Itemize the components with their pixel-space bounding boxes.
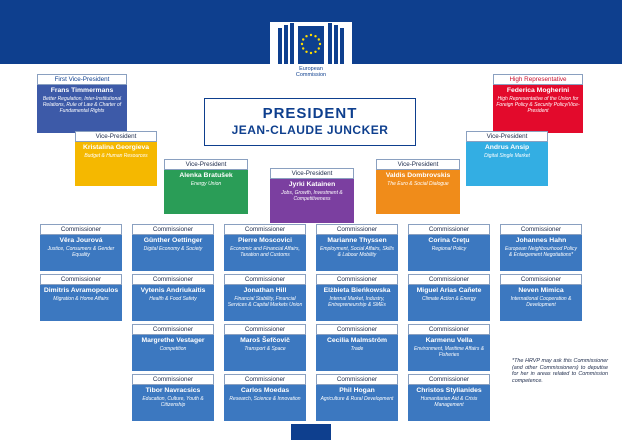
commissioner-name: Karmenu Vella bbox=[425, 337, 473, 344]
commissioner-name: Günther Oettinger bbox=[143, 237, 203, 244]
commissioner-box bbox=[40, 224, 122, 271]
leader-name: Valdis Dombrovskis bbox=[385, 172, 451, 179]
commissioner-title: Commissioner bbox=[40, 274, 122, 285]
commissioner-portfolio: Justice, Consumers & Gender Equality bbox=[47, 246, 115, 258]
commissioner-name: Neven Mimica bbox=[518, 287, 564, 294]
commissioner-title: Commissioner bbox=[40, 224, 122, 235]
president-box bbox=[204, 98, 416, 146]
leader-timmermans-box bbox=[37, 74, 127, 133]
commissioner-name: Corina Creţu bbox=[428, 237, 470, 244]
leader-title: Vice-President bbox=[164, 159, 248, 170]
commissioner-box bbox=[132, 324, 214, 371]
commissioner-body bbox=[132, 385, 214, 421]
commissioner-title: Commissioner bbox=[408, 374, 490, 385]
commissioner-title: Commissioner bbox=[408, 274, 490, 285]
leader-mogherini-box bbox=[493, 74, 583, 133]
leader-title: Vice-President bbox=[466, 131, 548, 142]
commissioner-portfolio: Humanitarian Aid & Crisis Management bbox=[420, 396, 478, 408]
commissioner-portfolio: Research, Science & Innovation bbox=[229, 396, 301, 402]
commissioner-title: Commissioner bbox=[132, 224, 214, 235]
commissioner-body bbox=[408, 385, 490, 421]
leader-portfolio: Better Regulation, Inter-Institutional Relations, Rule of Law & Charter of Fundamental Rights bbox=[42, 96, 122, 114]
leader-katainen-box bbox=[270, 168, 354, 223]
commissioner-body bbox=[132, 335, 214, 371]
commissioner-name: Dimitris Avramopoulos bbox=[43, 287, 119, 294]
commissioner-box bbox=[132, 374, 214, 421]
commissioner-box bbox=[316, 374, 398, 421]
commissioner-name: Elżbieta Bieńkowska bbox=[323, 287, 391, 294]
commissioner-box bbox=[316, 224, 398, 271]
leader-ansip-box bbox=[466, 131, 548, 186]
leader-title: Vice-President bbox=[270, 168, 354, 179]
commissioner-body bbox=[316, 335, 398, 371]
commissioner-name: Johannes Hahn bbox=[515, 237, 567, 244]
leader-portfolio: Budget & Human Resources bbox=[84, 153, 148, 159]
commissioner-body bbox=[500, 285, 582, 321]
leader-georgieva-box bbox=[75, 131, 157, 186]
leader-body bbox=[376, 170, 460, 214]
commissioner-body bbox=[40, 285, 122, 321]
commissioner-name: Cecilia Malmström bbox=[326, 337, 388, 344]
commissioner-name: Vytenis Andriukaitis bbox=[140, 287, 206, 294]
commissioner-portfolio: Education, Culture, Youth & Citizenship bbox=[142, 396, 204, 408]
commissioner-title: Commissioner bbox=[224, 374, 306, 385]
commissioner-body bbox=[316, 385, 398, 421]
commissioner-body bbox=[224, 285, 306, 321]
commissioner-name: Miguel Arias Cañete bbox=[416, 287, 482, 294]
leader-body bbox=[75, 142, 157, 186]
commissioner-title: Commissioner bbox=[224, 224, 306, 235]
commissioner-name: Christos Stylianides bbox=[416, 387, 482, 394]
leader-dombrovskis-box bbox=[376, 159, 460, 214]
leader-body bbox=[37, 85, 127, 133]
commissioner-body bbox=[500, 235, 582, 271]
leader-portfolio: Energy Union bbox=[190, 181, 222, 187]
leader-body bbox=[493, 85, 583, 133]
commissioner-name: Tibor Navracsics bbox=[145, 387, 201, 394]
commissioner-body bbox=[224, 335, 306, 371]
leader-name: Alenka Bratušek bbox=[179, 172, 233, 179]
commissioner-name: Věra Jourová bbox=[59, 237, 103, 244]
commissioner-title: Commissioner bbox=[500, 274, 582, 285]
commissioner-portfolio: Digital Economy & Society bbox=[143, 246, 203, 252]
commissioner-portfolio: Economic and Financial Affairs, Taxation and Customs bbox=[230, 246, 300, 258]
european-commission-logo bbox=[270, 22, 352, 84]
commissioner-portfolio: Trade bbox=[350, 346, 364, 352]
commissioner-box bbox=[500, 274, 582, 321]
commissioner-box bbox=[132, 224, 214, 271]
commissioner-title: Commissioner bbox=[408, 224, 490, 235]
commissioner-title: Commissioner bbox=[224, 324, 306, 335]
commissioner-body bbox=[408, 285, 490, 321]
president-title: PRESIDENT bbox=[262, 105, 358, 122]
commissioner-body bbox=[316, 285, 398, 321]
leader-name: Frans Timmermans bbox=[50, 87, 114, 94]
commissioner-portfolio: Financial Stability, Financial Services & Capital Markets Union bbox=[227, 296, 303, 308]
commissioner-name: Marianne Thyssen bbox=[327, 237, 387, 244]
commissioner-box bbox=[224, 224, 306, 271]
president-name: JEAN-CLAUDE JUNCKER bbox=[231, 123, 389, 137]
commissioner-name: Phil Hogan bbox=[339, 387, 375, 394]
commissioner-title: Commissioner bbox=[316, 374, 398, 385]
commissioner-portfolio: Transport & Space bbox=[244, 346, 286, 352]
leader-title: Vice-President bbox=[75, 131, 157, 142]
commissioner-body bbox=[408, 235, 490, 271]
commissioner-box bbox=[316, 324, 398, 371]
leader-portfolio: High Representative of the Union for Foreign Policy & Security Policy/Vice-President bbox=[496, 96, 580, 114]
leader-body bbox=[164, 170, 248, 214]
commissioner-portfolio: Health & Food Safety bbox=[149, 296, 197, 302]
commissioner-portfolio: Migration & Home Affairs bbox=[53, 296, 109, 302]
commissioner-name: Carlos Moedas bbox=[240, 387, 290, 394]
commissioner-portfolio: Regional Policy bbox=[431, 246, 467, 252]
commissioner-portfolio: Internal Market, Industry, Entrepreneurship & SMEs bbox=[328, 296, 386, 308]
leader-title: First Vice-President bbox=[37, 74, 127, 85]
commissioner-title: Commissioner bbox=[132, 324, 214, 335]
commissioner-body bbox=[132, 235, 214, 271]
commissioner-title: Commissioner bbox=[500, 224, 582, 235]
footer-band bbox=[291, 424, 331, 440]
leader-name: Federica Mogherini bbox=[506, 87, 570, 94]
commissioner-title: Commissioner bbox=[132, 374, 214, 385]
hrvp-footnote: *The HRVP may ask this Commissioner (and other Commissioners) to deputise for her in areas related to Commission competence. bbox=[512, 358, 608, 384]
commissioner-box bbox=[408, 274, 490, 321]
commissioner-portfolio: International Cooperation & Development bbox=[510, 296, 572, 308]
commissioner-portfolio: Environment, Maritime Affairs & Fisheries bbox=[413, 346, 485, 358]
commissioner-box bbox=[408, 374, 490, 421]
leader-portfolio: Digital Single Market bbox=[484, 153, 530, 159]
leader-body bbox=[270, 179, 354, 223]
commissioner-title: Commissioner bbox=[316, 324, 398, 335]
commissioner-name: Pierre Moscovici bbox=[237, 237, 293, 244]
leader-name: Andrus Ansip bbox=[484, 144, 530, 151]
leader-name: Jyrki Katainen bbox=[288, 181, 336, 188]
commissioner-portfolio: European Neighbourhood Policy & Enlargement Negotiations* bbox=[505, 246, 577, 258]
commissioner-box bbox=[224, 324, 306, 371]
commissioner-name: Maroš Šefčovič bbox=[240, 337, 290, 344]
commissioner-body bbox=[40, 235, 122, 271]
leader-portfolio: The Euro & Social Dialogue bbox=[387, 181, 449, 187]
commissioner-body bbox=[132, 285, 214, 321]
commissioner-box bbox=[224, 374, 306, 421]
commissioner-body bbox=[316, 235, 398, 271]
commissioner-portfolio: Competition bbox=[159, 346, 187, 352]
commissioner-title: Commissioner bbox=[408, 324, 490, 335]
commissioner-box bbox=[408, 224, 490, 271]
commissioner-body bbox=[224, 385, 306, 421]
leader-title: High Representative bbox=[493, 74, 583, 85]
commissioner-title: Commissioner bbox=[316, 224, 398, 235]
commissioner-box bbox=[224, 274, 306, 321]
commissioner-body bbox=[408, 335, 490, 371]
commissioner-title: Commissioner bbox=[316, 274, 398, 285]
leader-name: Kristalina Georgieva bbox=[82, 144, 150, 151]
commissioner-box bbox=[500, 224, 582, 271]
logo-text: European Commission bbox=[295, 66, 327, 78]
leader-body bbox=[466, 142, 548, 186]
commissioner-box bbox=[316, 274, 398, 321]
commissioner-body bbox=[224, 235, 306, 271]
leader-portfolio: Jobs, Growth, Investment & Competitiveness bbox=[281, 190, 343, 202]
commissioner-box bbox=[132, 274, 214, 321]
commissioner-title: Commissioner bbox=[132, 274, 214, 285]
commissioner-title: Commissioner bbox=[224, 274, 306, 285]
commissioner-name: Margrethe Vestager bbox=[141, 337, 205, 344]
leader-title: Vice-President bbox=[376, 159, 460, 170]
commissioner-portfolio: Agriculture & Rural Development bbox=[320, 396, 394, 402]
leader-bratusek-box bbox=[164, 159, 248, 214]
commissioner-name: Jonathan Hill bbox=[243, 287, 287, 294]
commissioner-portfolio: Employment, Social Affairs, Skills & Labour Mobility bbox=[319, 246, 394, 258]
berlaymont-icon bbox=[270, 22, 352, 66]
commissioner-box bbox=[40, 274, 122, 321]
commissioner-box bbox=[408, 324, 490, 371]
commissioner-portfolio: Climate Action & Energy bbox=[421, 296, 476, 302]
